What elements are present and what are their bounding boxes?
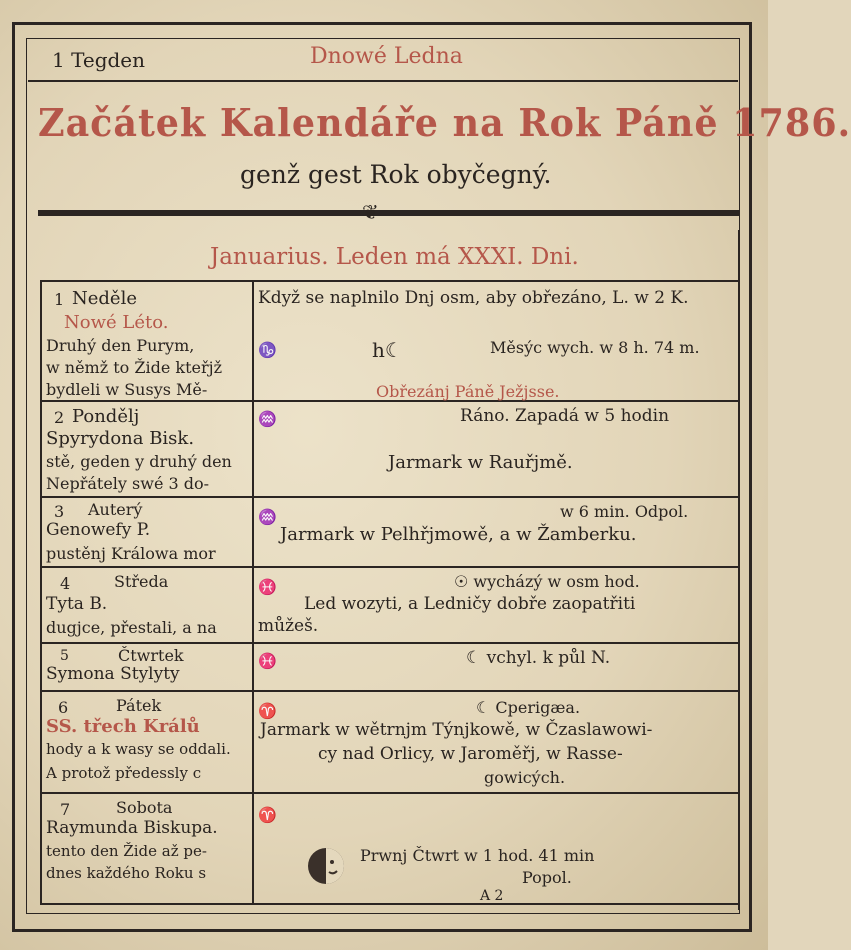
page-subtitle: genž gest Rok obyčegný. [240, 160, 552, 189]
zodiac-sign-icon: ♒ [258, 410, 277, 428]
row-rule-top [40, 280, 740, 282]
month-heading: Dnowé Ledna [310, 44, 463, 69]
left-text-line: w němž to Žide kteřjž [46, 358, 223, 377]
zodiac-sign-icon: ♒ [258, 508, 277, 526]
left-text-line: pustěnj Králowa mor [46, 544, 216, 563]
day-number: 5 [60, 648, 69, 664]
left-text-line: bydleli w Susys Mě- [46, 380, 208, 399]
zodiac-sign-icon: ♈ [258, 702, 277, 720]
right-text-line: ☾ Cperigæa. [476, 698, 581, 717]
day-number: 7 [60, 800, 71, 819]
week-number: 1 Tegden [52, 48, 146, 72]
column-divider-center [252, 280, 254, 905]
right-text-line: ☾ vchyl. k půl N. [466, 648, 611, 668]
moon-face-icon [306, 846, 346, 886]
right-text-line: w 6 min. Odpol. [560, 502, 689, 521]
weekday-name: Středa [114, 572, 169, 591]
right-text-line: Měsýc wych. w 8 h. 74 m. [490, 338, 700, 357]
zodiac-sign-icon: ♓ [258, 652, 277, 670]
zodiac-sign-icon: ♑ [258, 341, 277, 359]
feast-name: Nowé Léto. [64, 312, 169, 333]
day-number: 3 [54, 502, 65, 521]
aspect-symbol: h☾ [372, 338, 403, 362]
row-rule-5 [40, 690, 740, 692]
right-text-line: Prwnj Čtwrt w 1 hod. 41 min [360, 846, 595, 865]
right-text-line: Popol. [522, 868, 572, 887]
month-title: Januarius. Leden má XXXI. Dni. [210, 244, 579, 270]
left-text-line: stě, geden y druhý den [46, 452, 232, 471]
feast-name: SS. třech Králů [46, 716, 200, 737]
row-rule-bottom [40, 903, 740, 905]
right-text-line: cy nad Orlicy, w Jaroměřj, w Rasse- [318, 744, 623, 764]
right-text-line: Jarmark w Pelhřjmowě, a w Žamberku. [280, 524, 637, 545]
left-text-line: dugjce, přestali, a na [46, 618, 217, 637]
day-number: 1 [54, 290, 65, 309]
weekday-name: Pátek [116, 696, 162, 715]
feast-name: Spyrydona Bisk. [46, 428, 195, 449]
row-rule-4 [40, 642, 740, 644]
day-number: 6 [58, 698, 69, 717]
right-text-line: můžeš. [258, 616, 319, 636]
right-text-line: Jarmark w Rauřjmě. [388, 452, 573, 473]
right-text-line: Ráno. Zapadá w 5 hodin [460, 406, 670, 426]
day-number: 4 [60, 574, 71, 593]
weekday-name: Pondělj [72, 406, 140, 427]
left-text-line: A protož předessly c [46, 764, 202, 782]
feast-name: Tyta B. [46, 594, 108, 614]
feast-name: Symona Stylyty [46, 664, 180, 684]
left-text-line: tento den Žide až pe- [46, 842, 207, 860]
left-text-line: Druhý den Purym, [46, 336, 195, 355]
weekday-name: Auterý [88, 500, 143, 519]
row-rule-6 [40, 792, 740, 794]
header-rule [28, 80, 738, 82]
weekday-name: Čtwrtek [118, 646, 184, 665]
right-text-line: Jarmark w wětrnjm Týnjkowě, w Čzaslawowi- [260, 720, 653, 740]
row-rule-3 [40, 566, 740, 568]
left-text-line: Nepřátely swé 3 do- [46, 474, 210, 493]
ornament-icon: ❦ [362, 200, 379, 224]
right-text-line: Led wozyti, a Ledničy dobře zaopatřiti [304, 594, 636, 614]
right-text-line: ☉ wycházý w osm hod. [454, 572, 640, 591]
signature-mark: A 2 [480, 888, 504, 904]
column-divider-right [738, 230, 740, 910]
weekday-name: Sobota [116, 798, 173, 817]
right-text-line: gowicých. [484, 768, 566, 787]
column-divider-left [40, 280, 42, 905]
zodiac-sign-icon: ♈ [258, 806, 277, 824]
page-title: Začátek Kalendáře na Rok Páně 1786. [38, 100, 851, 145]
weekday-name: Neděle [72, 288, 137, 309]
ornament-rule [38, 210, 740, 216]
feast-name-right: Obřezánj Páně Ježjsse. [376, 382, 560, 401]
row-rule-2 [40, 496, 740, 498]
right-text-line: Když se naplnilo Dnj osm, aby obřezáno, L. w 2 K. [258, 288, 689, 308]
left-text-line: hody a k wasy se oddali. [46, 740, 231, 758]
zodiac-sign-icon: ♓ [258, 578, 277, 596]
feast-name: Raymunda Biskupa. [46, 818, 218, 838]
day-number: 2 [54, 408, 65, 427]
left-text-line: dnes každého Roku s [46, 864, 207, 882]
feast-name: Genowefy P. [46, 520, 151, 540]
